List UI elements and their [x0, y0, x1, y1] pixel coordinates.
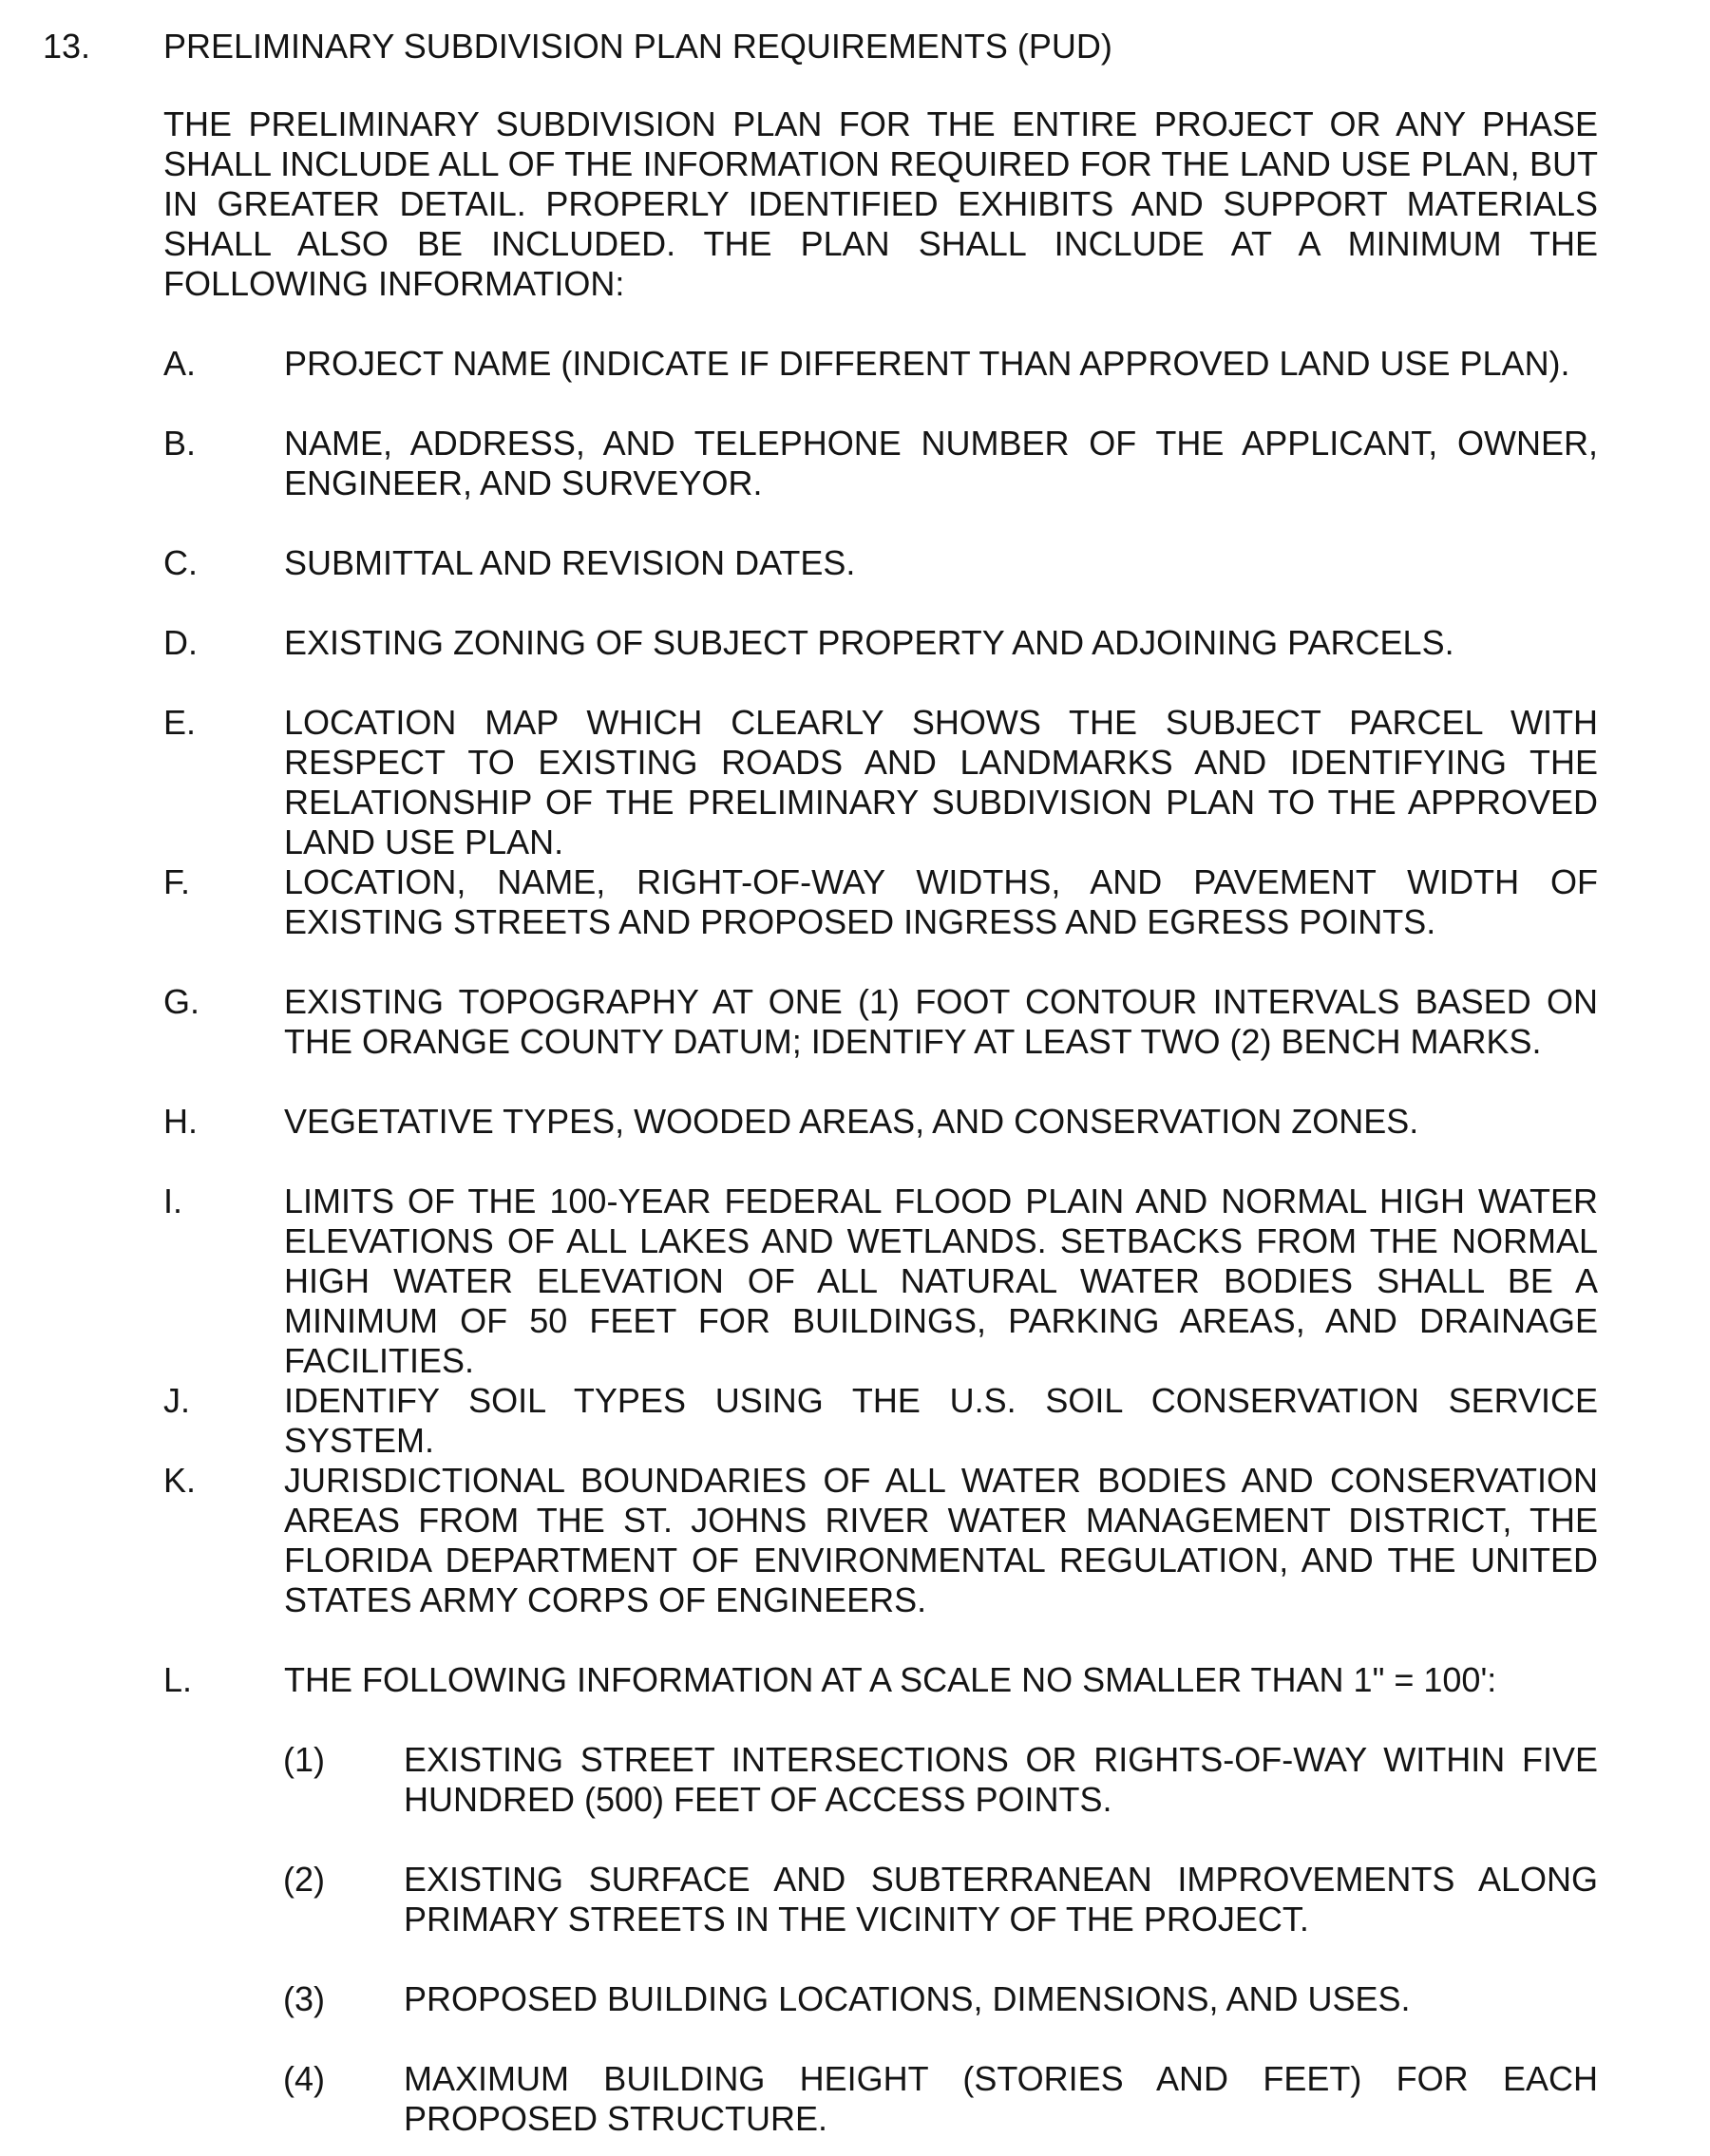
item-text: LIMITS OF THE 100-YEAR FEDERAL FLOOD PLAIN AND NORMAL HIGH WATER ELEVATIONS OF ALL LAKES AND WETLANDS. SETBACKS FROM THE NORMAL HIGH WATER ELEVATION OF ALL NATURAL WATER BODIES SHALL BE A MINIMUM OF 50 FEET FOR BUILDINGS, PARKING AREAS, AND DRAINAGE FACILITIES.	[284, 1182, 1598, 1380]
item-marker: C.	[163, 543, 198, 582]
sub-item-text: EXISTING SURFACE AND SUBTERRANEAN IMPROVEMENTS ALONG PRIMARY STREETS IN THE VICINITY OF THE PROJECT.	[404, 1860, 1598, 1939]
item-text: THE FOLLOWING INFORMATION AT A SCALE NO SMALLER THAN 1" = 100':	[284, 1660, 1497, 1699]
item-text: EXISTING ZONING OF SUBJECT PROPERTY AND ADJOINING PARCELS.	[284, 623, 1454, 662]
sub-item-marker: (3)	[283, 1979, 325, 2018]
item-text: LOCATION, NAME, RIGHT-OF-WAY WIDTHS, AND PAVEMENT WIDTH OF EXISTING STREETS AND PROPOSED INGRESS AND EGRESS POINTS.	[284, 862, 1598, 941]
item-text: JURISDICTIONAL BOUNDARIES OF ALL WATER BODIES AND CONSERVATION AREAS FROM THE ST. JOHNS RIVER WATER MANAGEMENT DISTRICT, THE FLORIDA DEPARTMENT OF ENVIRONMENTAL REGULATION, AND THE UNITED STATES ARMY CORPS OF ENGINEERS.	[284, 1461, 1598, 1619]
intro-paragraph: THE PRELIMINARY SUBDIVISION PLAN FOR THE ENTIRE PROJECT OR ANY PHASE SHALL INCLUDE ALL OF THE INFORMATION REQUIRED FOR THE LAND USE PLAN, BUT IN GREATER DETAIL. PROPERLY IDENTIFIED EXHIBITS AND SUPPORT MATERIALS SHALL ALSO BE INCLUDED. THE PLAN SHALL INCLUDE AT A MINIMUM THE FOLLOWING INFORMATION:	[163, 104, 1598, 303]
sub-item-text: PROPOSED BUILDING LOCATIONS, DIMENSIONS, AND USES.	[404, 1979, 1411, 2018]
item-marker: B.	[163, 424, 197, 463]
item-marker: I.	[163, 1182, 183, 1220]
section-heading	[43, 25, 1610, 68]
item-text: IDENTIFY SOIL TYPES USING THE U.S. SOIL CONSERVATION SERVICE SYSTEM.	[284, 1381, 1598, 1460]
item-marker: E.	[163, 703, 197, 742]
sub-item-marker: (1)	[283, 1740, 325, 1779]
section-title: PRELIMINARY SUBDIVISION PLAN REQUIREMENTS (PUD)	[163, 27, 1112, 66]
item-text: NAME, ADDRESS, AND TELEPHONE NUMBER OF THE APPLICANT, OWNER, ENGINEER, AND SURVEYOR.	[284, 424, 1598, 502]
sub-item-text: EXISTING STREET INTERSECTIONS OR RIGHTS-OF-WAY WITHIN FIVE HUNDRED (500) FEET OF ACCESS POINTS.	[404, 1740, 1598, 1819]
item-marker: H.	[163, 1102, 198, 1141]
sub-item-marker: (4)	[283, 2059, 325, 2098]
item-marker: G.	[163, 982, 200, 1021]
item-text: VEGETATIVE TYPES, WOODED AREAS, AND CONSERVATION ZONES.	[284, 1102, 1419, 1141]
item-text: SUBMITTAL AND REVISION DATES.	[284, 543, 856, 582]
item-text: LOCATION MAP WHICH CLEARLY SHOWS THE SUBJECT PARCEL WITH RESPECT TO EXISTING ROADS AND LANDMARKS AND IDENTIFYING THE RELATIONSHIP OF THE PRELIMINARY SUBDIVISION PLAN TO THE APPROVED LAND USE PLAN.	[284, 703, 1598, 861]
item-marker: D.	[163, 623, 198, 662]
item-marker: L.	[163, 1660, 193, 1699]
section-number: 13.	[43, 27, 91, 66]
item-marker: K.	[163, 1461, 197, 1500]
sub-item-text: MAXIMUM BUILDING HEIGHT (STORIES AND FEET) FOR EACH PROPOSED STRUCTURE.	[404, 2059, 1598, 2138]
sub-item-marker: (2)	[283, 1860, 325, 1899]
item-text: EXISTING TOPOGRAPHY AT ONE (1) FOOT CONTOUR INTERVALS BASED ON THE ORANGE COUNTY DATUM; IDENTIFY AT LEAST TWO (2) BENCH MARKS.	[284, 982, 1598, 1061]
item-marker: F.	[163, 862, 191, 901]
item-marker: J.	[163, 1381, 191, 1420]
item-text: PROJECT NAME (INDICATE IF DIFFERENT THAN APPROVED LAND USE PLAN).	[284, 344, 1570, 383]
item-marker: A.	[163, 344, 197, 383]
